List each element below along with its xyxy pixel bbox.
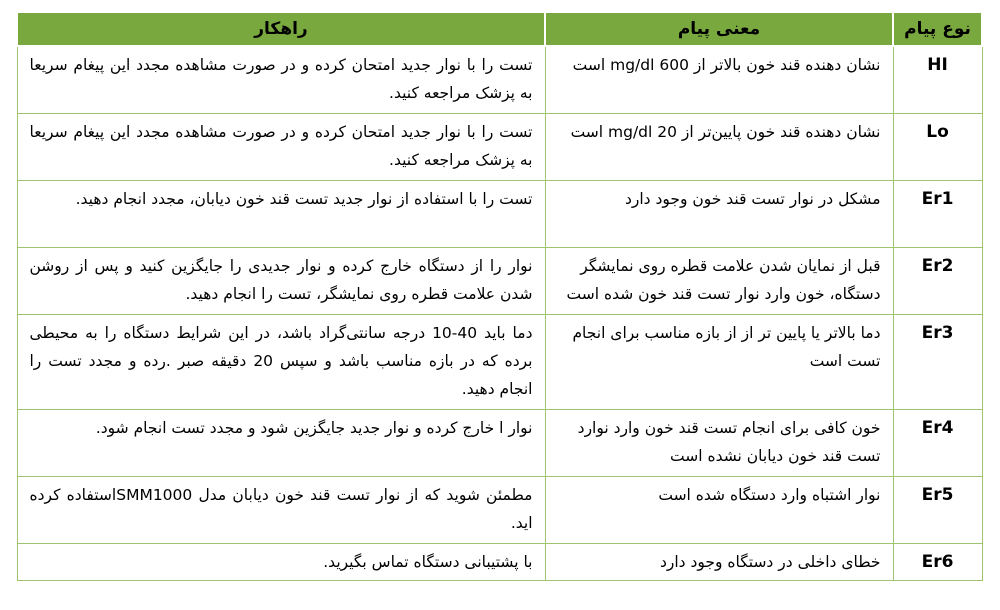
header-message-type: نوع پیام <box>893 12 982 46</box>
cell-meaning: مشکل در نوار تست قند خون وجود دارد <box>545 181 893 248</box>
table-row <box>17 315 982 410</box>
table-row <box>17 181 982 248</box>
cell-solution: تست را با نوار جدید امتحان کرده و در صورت مشاهده مجدد این پیغام سریعا به پزشک مراجعه کنید. <box>17 114 545 181</box>
cell-code: Er6 <box>893 544 982 581</box>
cell-code: Er4 <box>893 410 982 477</box>
table-row <box>17 46 982 114</box>
table-header-row <box>17 12 982 46</box>
table-row <box>17 544 982 581</box>
cell-solution: مطمئن شوید که از نوار تست قند خون دیابان مدل SMM1000استفاده کرده اید. <box>17 477 545 544</box>
cell-code: Er3 <box>893 315 982 410</box>
cell-solution: تست را با استفاده از نوار جدید تست قند خون دیابان، مجدد انجام دهید. <box>17 181 545 248</box>
cell-meaning: خون کافی برای انجام تست قند خون وارد نوارد تست قند خون دیابان نشده است <box>545 410 893 477</box>
error-codes-table-wrapper <box>16 11 981 581</box>
header-solution: راهکار <box>17 12 545 46</box>
table-row <box>17 248 982 315</box>
cell-code: Lo <box>893 114 982 181</box>
table-row <box>17 114 982 181</box>
cell-code: HI <box>893 46 982 114</box>
cell-meaning: نوار اشتباه وارد دستگاه شده است <box>545 477 893 544</box>
cell-meaning: نشان دهنده قند خون پایین‌تر از 20 mg/dl است <box>545 114 893 181</box>
cell-code: Er5 <box>893 477 982 544</box>
table-row <box>17 410 982 477</box>
cell-meaning: نشان دهنده قند خون بالاتر از 600 mg/dl است <box>545 46 893 114</box>
cell-meaning: قبل از نمایان شدن علامت قطره روی نمایشگر دستگاه، خون وارد نوار تست قند خون شده است <box>545 248 893 315</box>
cell-solution: دما باید 40-10 درجه سانتی‌گراد باشد، در این شرایط دستگاه را به محیطی برده که در بازه مناسب باشد و سپس 20 دقیقه صبر .رده و مجدد تست را انجام دهید. <box>17 315 545 410</box>
cell-meaning: دما بالاتر یا پایین تر از از بازه مناسب برای انجام تست است <box>545 315 893 410</box>
table-row <box>17 477 982 544</box>
cell-solution: نوار ا خارج کرده و نوار جدید جایگزین شود و مجدد تست انجام شود. <box>17 410 545 477</box>
cell-code: Er1 <box>893 181 982 248</box>
cell-solution: نوار را از دستگاه خارج کرده و نوار جدیدی را جایگزین کنید و پس از روشن شدن علامت قطره روی نمایشگر، تست را انجام دهید. <box>17 248 545 315</box>
cell-solution: با پشتیبانی دستگاه تماس بگیرید. <box>17 544 545 581</box>
cell-code: Er2 <box>893 248 982 315</box>
cell-meaning: خطای داخلی در دستگاه وجود دارد <box>545 544 893 581</box>
cell-solution: تست را با نوار جدید امتحان کرده و در صورت مشاهده مجدد این پیغام سریعا به پزشک مراجعه کنید. <box>17 46 545 114</box>
header-message-meaning: معنی پیام <box>545 12 893 46</box>
error-codes-table <box>16 11 983 581</box>
